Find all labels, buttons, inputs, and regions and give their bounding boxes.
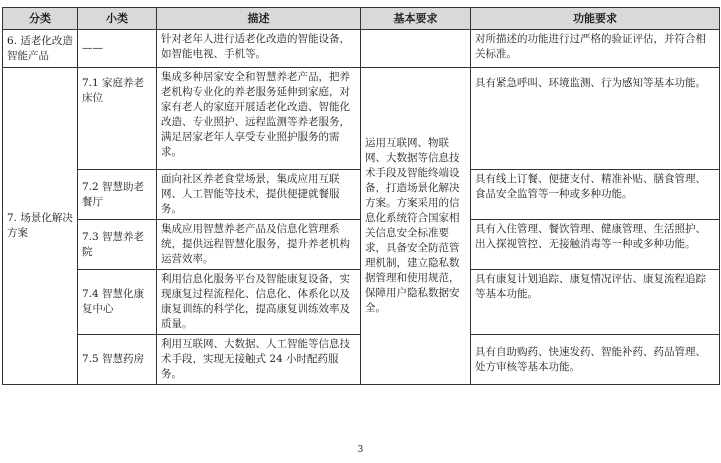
- functional-cell: 具有入住管理、餐饮管理、健康管理、生活照护、出入探视管控、无接触消毒等一种或多种功能。: [471, 220, 720, 270]
- description-cell: 针对老年人进行适老化改造的智能设备，如智能电视、手机等。: [157, 30, 361, 68]
- functional-cell: 具有自助购药、快速发药、智能补药、药品管理、处方审核等基本功能。: [471, 335, 720, 385]
- subcategory-cell: 7.1 家庭养老床位: [78, 68, 157, 170]
- category-cell: 7. 场景化解决方案: [3, 68, 78, 385]
- description-cell: 面向社区养老食堂场景，集成应用互联网、人工智能等技术，提供便捷就餐服务。: [157, 170, 361, 220]
- subcategory-cell: 7.4 智慧化康复中心: [78, 270, 157, 335]
- table-row: [3, 30, 720, 68]
- description-cell: 集成应用智慧养老产品及信息化管理系统，提供远程智慧化服务，提升养老机构运营效率。: [157, 220, 361, 270]
- functional-cell: 具有线上订餐、便捷支付、精准补贴、膳食管理、食品安全监管等一种或多种功能。: [471, 170, 720, 220]
- page-number: 3: [357, 445, 364, 455]
- table-header-row: [3, 8, 720, 30]
- subcategory-cell: 7.5 智慧药房: [78, 335, 157, 385]
- basic-requirements-cell: [361, 30, 471, 68]
- header-category: 分类: [3, 8, 78, 30]
- description-cell: 利用互联网、大数据、人工智能等信息技术手段，实现无接触式 24 小时配药服务。: [157, 335, 361, 385]
- functional-cell: 对所描述的功能进行过严格的验证评估，并符合相关标准。: [471, 30, 720, 68]
- description-cell: 集成多种居家安全和智慧养老产品，把养老机构专业化的养老服务延伸到家庭，对家有老人的家庭开展适老化改造、智能化改造、专业照护、远程监测等养老服务，满足居家老年人享受专业照护服务的需求。: [157, 68, 361, 170]
- table-row: [3, 68, 720, 170]
- subcategory-cell: 7.2 智慧助老餐厅: [78, 170, 157, 220]
- functional-cell: 具有康复计划追踪、康复情况评估、康复流程追踪等基本功能。: [471, 270, 720, 335]
- subcategory-cell: ——: [78, 30, 157, 68]
- basic-requirements-cell: 运用互联网、物联网、大数据等信息技术手段及智能终端设备，打造场景化解决方案。方案采用的信息化系统符合国家相关信息安全标准要求，具备安全防范管理机制，建立隐私数据管理和使用规范，保障用户隐私数据安全。: [361, 68, 471, 385]
- header-description: 描述: [157, 8, 361, 30]
- category-cell: 6. 适老化改造智能产品: [3, 30, 78, 68]
- requirements-table: [2, 7, 720, 385]
- description-cell: 利用信息化服务平台及智能康复设备，实现康复过程流程化、信息化、体系化以及康复训练的科学化，提高康复训练效率及质量。: [157, 270, 361, 335]
- header-basic-requirements: 基本要求: [361, 8, 471, 30]
- functional-cell: 具有紧急呼叫、环境监测、行为感知等基本功能。: [471, 68, 720, 170]
- header-functional-requirements: 功能要求: [471, 8, 720, 30]
- subcategory-cell: 7.3 智慧养老院: [78, 220, 157, 270]
- header-subcategory: 小类: [78, 8, 157, 30]
